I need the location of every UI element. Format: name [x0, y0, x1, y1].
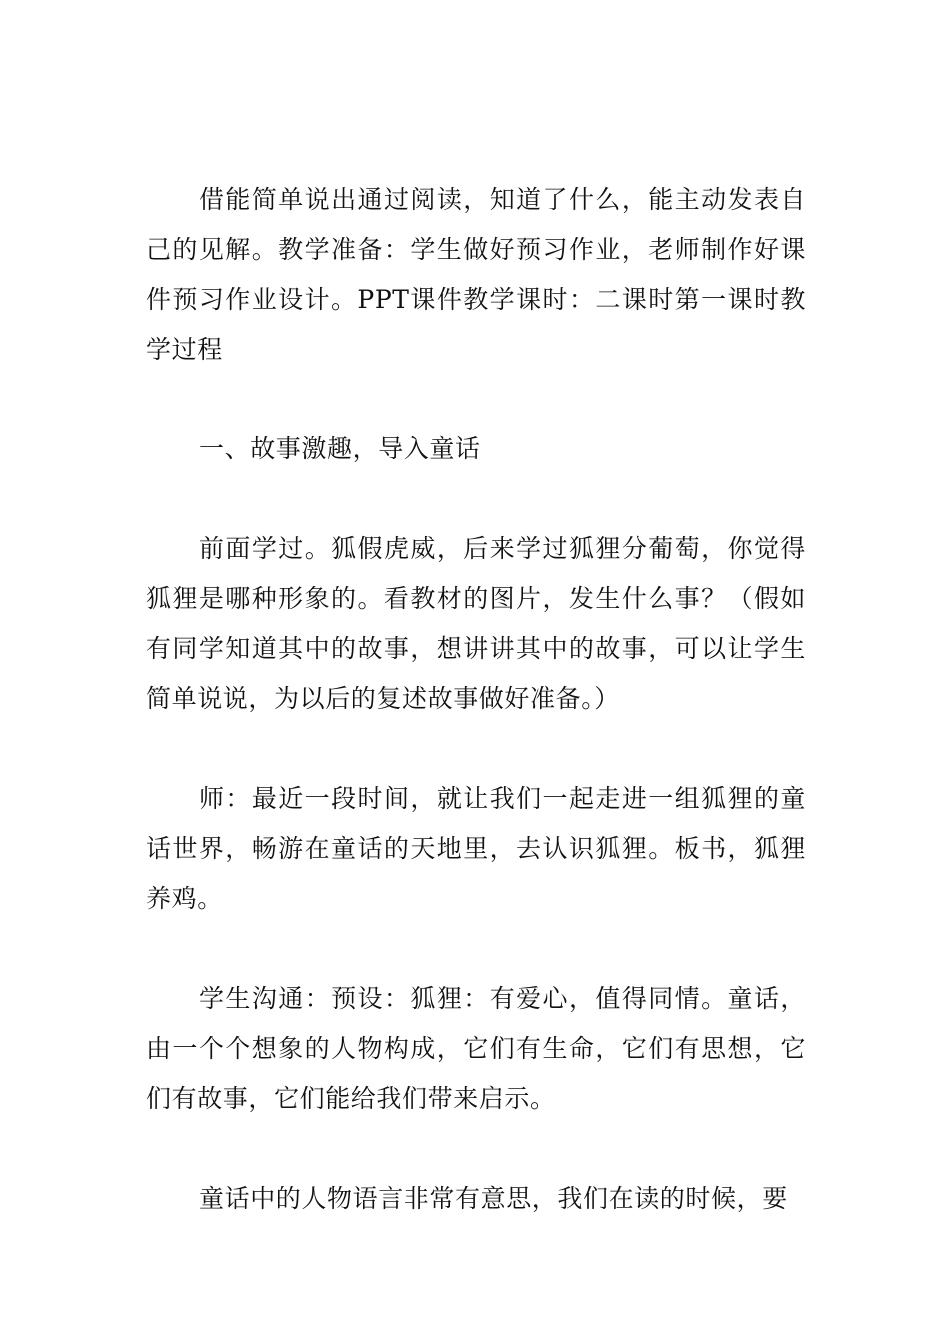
paragraph-teacher-speech: 师：最近一段时间，就让我们一起走进一组狐狸的童话世界，畅游在童话的天地里，去认识狐狸。板书，狐狸养鸡。	[146, 784, 806, 913]
paragraph-student-discussion: 学生沟通：预设：狐狸：有爱心，值得同情。童话，由一个个想象的人物构成，它们有生命，它们有思想，它们有故事，它们能给我们带来启示。	[146, 984, 806, 1113]
section-heading: 一、故事激趣，导入童话	[199, 434, 481, 463]
paragraph-teaching-prep: 借能简单说出通过阅读，知道了什么，能主动发表自己的见解。教学准备：学生做好预习作业，老师制作好课件预习作业设计。PPT课件教学课时：二课时第一课时教学过程	[146, 185, 806, 364]
paragraph-character-language: 童话中的人物语言非常有意思，我们在读的时候，要	[199, 1184, 788, 1213]
paragraph-story-intro: 前面学过。狐假虎威，后来学过狐狸分葡萄，你觉得狐狸是哪种形象的。看教材的图片，发生什么事？（假如有同学知道其中的故事，想讲讲其中的故事，可以让学生简单说说，为以后的复述故事做好准备。）	[146, 534, 806, 713]
